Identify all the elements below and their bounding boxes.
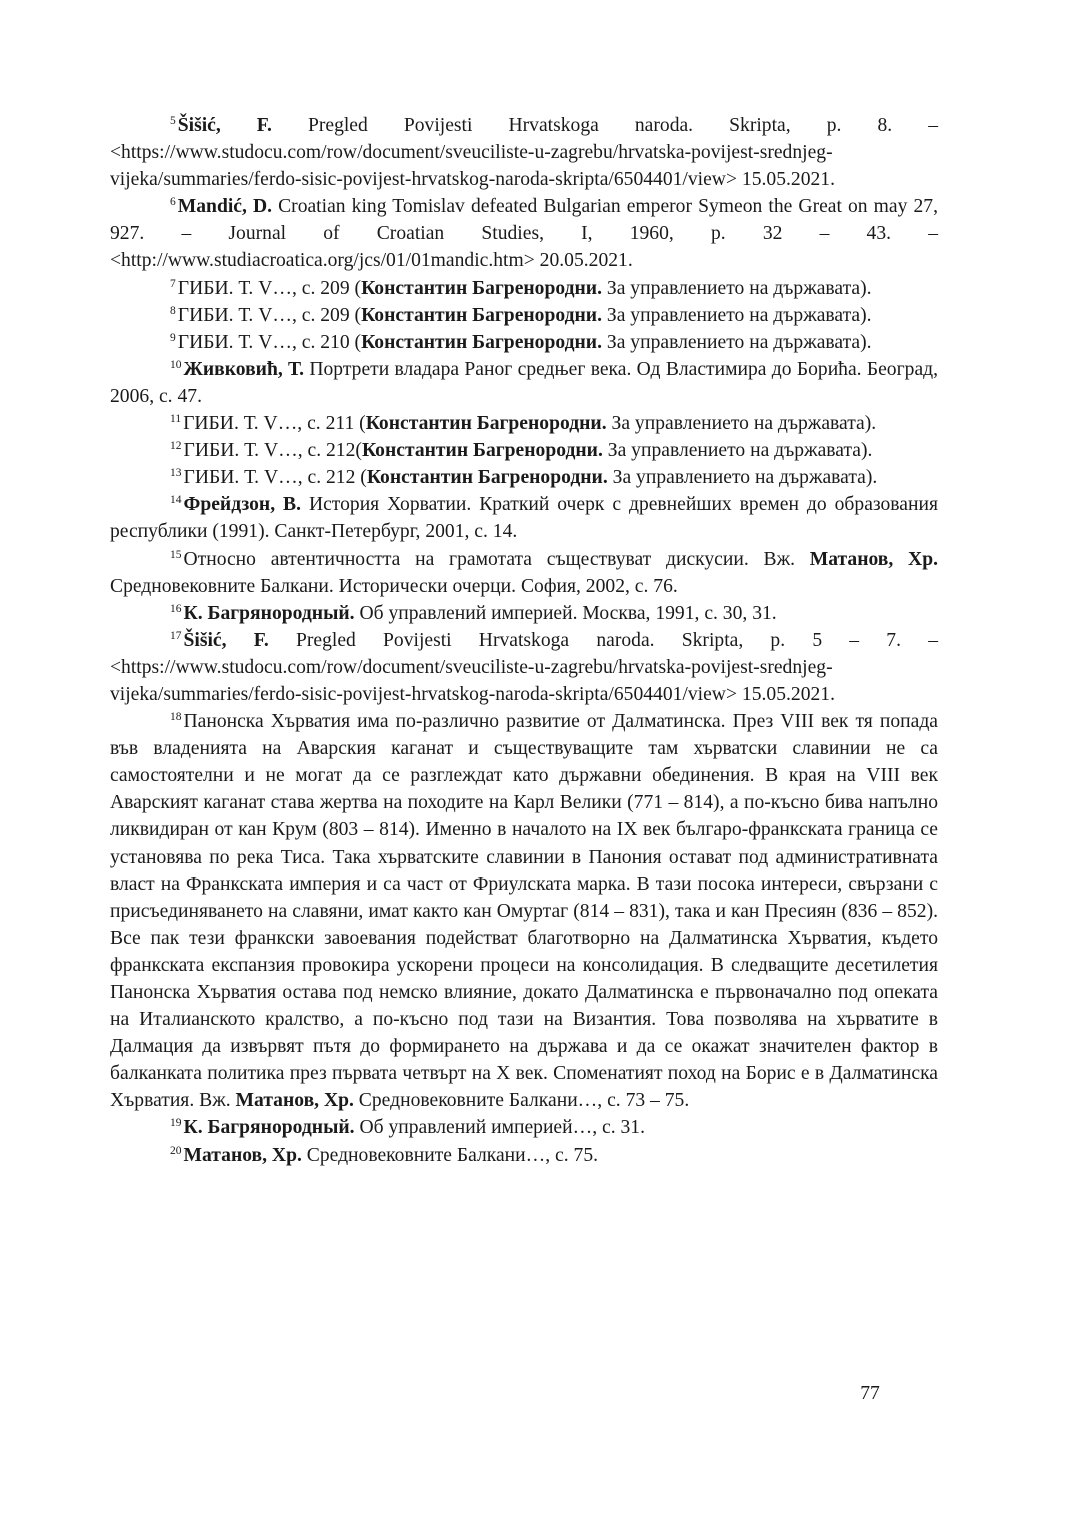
footnote-text: Pregled Povijesti Hrvatskoga naroda. Skripta, p. 8. – <https://www.studocu.com/row/document/sveuciliste-u-zagrebu/hrvatska-povijest-srednjeg-vijeka/summaries/ferdo-sisic-povijest-hrvatskog-naroda-skripta/6504401/view> 15.05.2021. — [110, 115, 938, 191]
footnote-author: Матанов, Хр. — [235, 1090, 354, 1112]
footnote-text: ГИБИ. Т. V…, с. 211 ( — [183, 413, 366, 435]
footnote-text: Croatian king Tomislav defeated Bulgarian emperor Symeon the Great on may 27, 927. – Journal of Croatian Studies, I, 1960, p. 32 – 43. – <http://www.studiacroatica.org/jcs/01/01mandic.htm> 20.05.2021. — [110, 196, 938, 272]
footnote-author: Šišić, F. — [183, 629, 269, 651]
footnote-author: К. Багрянородный. — [183, 602, 355, 624]
footnote — [110, 1142, 938, 1169]
footnote-author: Mandić, D. — [177, 196, 273, 218]
footnote-author: Фрейдзон, В. — [183, 494, 302, 516]
footnote — [110, 356, 938, 410]
footnote-text: ГИБИ. Т. V…, с. 212 ( — [183, 467, 367, 489]
footnote — [110, 275, 938, 302]
footnote-author: Матанов, Хр. — [183, 1144, 302, 1166]
footnote-text: За управлението на държавата). — [602, 304, 872, 326]
footnote-text: ГИБИ. Т. V…, с. 209 ( — [177, 277, 362, 299]
footnotes-section — [110, 112, 938, 1169]
footnote-text: ГИБИ. Т. V…, с. 212( — [183, 440, 362, 462]
footnote — [110, 112, 938, 193]
footnote — [110, 708, 938, 1114]
footnote-author: Константин Багренородни. — [361, 331, 602, 353]
footnote-text: Об управлений империей. Москва, 1991, с. 30, 31. — [354, 602, 777, 624]
footnote-text: Портрети владара Раног средњег века. Од Властимира до Борића. Београд, 2006, с. 47. — [110, 358, 939, 407]
footnote-text: За управлението на държавата). — [602, 331, 872, 353]
footnote-number: 16 — [170, 602, 182, 615]
footnote-text: Pregled Povijesti Hrvatskoga naroda. Skripta, p. 5 – 7. – <https://www.studocu.com/row/document/sveuciliste-u-zagrebu/hrvatska-povijest-srednjeg-vijeka/summaries/ferdo-sisic-povijest-hrvatskog-naroda-skripta/6504401/view> 15.05.2021. — [110, 629, 938, 705]
footnote-author: К. Багрянородный. — [183, 1117, 355, 1139]
footnote-text: За управлението на държавата). — [602, 440, 873, 462]
footnote-text: Средновековните Балкани. Исторически очерци. София, 2002, с. 76. — [110, 575, 678, 597]
footnote-author: Константин Багренородни. — [361, 440, 603, 462]
footnote-author: Константин Багренородни. — [361, 304, 602, 326]
footnote-text: Средновековните Балкани…, с. 75. — [301, 1144, 599, 1166]
footnote-text: За управлението на държавата). — [602, 277, 872, 299]
footnote-author: Матанов, Хр. — [809, 548, 938, 570]
footnote-number: 5 — [170, 115, 176, 127]
footnote-number: 14 — [170, 494, 182, 507]
footnote-number: 20 — [170, 1144, 182, 1157]
footnote — [110, 627, 938, 708]
footnote — [110, 437, 938, 464]
footnote-number: 19 — [170, 1117, 182, 1130]
footnote — [110, 600, 938, 627]
footnote-number: 15 — [170, 548, 182, 561]
footnote-number: 9 — [170, 331, 176, 344]
footnote-text: Относно автентичността на грамотата съществуват дискусии. Вж. — [183, 548, 810, 570]
footnote-text: Панонска Хърватия има по-различно развитие от Далматинска. През VIII век тя попада във владенията на Аварския каганат и съществуващите там хърватски славинии не са самостоятелни и не могат да се разглеждат като държавни обединения. В края на VIII век Аварският каганат става жертва на походите на Карл Велики (771 – 814), а по-късно бива напълно ликвидиран от кан Крум (803 – 814). Именно в началото на IX век българо-франкската граница се установява по река Тиса. Така хърватските славинии в Панония остават под административната власт на Франкската империя и са част от Фриулската марка. В тази посока интереси, свързани с присъединяването на славяни, имат както кан Омуртаг (814 – 831), така и кан Пресиян (836 – 852). Все пак тези франкски завоевания подействат благотворно на Далматинска Хърватия, където франкската експанзия провокира ускорени процеси на консолидация. В следващите десетилетия Панонска Хърватия остава под немско влияние, докато Далматинска е първоначално под опеката на Италианското кралство, а по-късно под тази на Византия. Това позволява на хърватите в Далмация да извървят пътя до формирането на държава и да се окажат значителен фактор в балканката политика през първата четвърт на X век. Споменатият поход на Борис е в Далматинска Хърватия. Вж. — [110, 711, 938, 1112]
footnote-author: Константин Багренородни. — [366, 467, 608, 489]
footnote — [110, 546, 938, 600]
footnote-number: 6 — [170, 196, 176, 209]
footnote — [110, 193, 938, 274]
footnote-number: 11 — [170, 413, 182, 426]
footnote-text: ГИБИ. Т. V…, с. 210 ( — [177, 331, 362, 353]
footnote — [110, 1114, 938, 1141]
footnote — [110, 329, 938, 356]
page-number: 77 — [860, 1383, 880, 1404]
footnote-text: ГИБИ. Т. V…, с. 209 ( — [177, 304, 362, 326]
footnote-text: Средновековните Балкани…, с. 73 – 75. — [353, 1090, 690, 1112]
footnote-number: 13 — [170, 467, 182, 480]
footnote-number: 18 — [170, 711, 182, 724]
footnote-text: История Хорватии. Краткий очерк с древнейших времен до образования республики (1991). Санкт-Петербург, 2001, с. 14. — [110, 494, 938, 543]
footnote-number: 12 — [170, 440, 182, 453]
footnote-text: За управлението на държавата). — [607, 467, 878, 489]
footnote-number: 17 — [170, 629, 182, 642]
footnote-author: Šišić, F. — [177, 115, 272, 136]
footnote-author: Константин Багренородни. — [365, 413, 607, 435]
footnote — [110, 410, 938, 437]
footnote-number: 10 — [170, 358, 182, 371]
footnote-text: За управлението на държавата). — [606, 413, 877, 435]
footnote-author: Живковић, Т. — [183, 358, 305, 380]
footnote-text: Об управлений империей…, с. 31. — [354, 1117, 645, 1139]
footnote-number: 7 — [170, 277, 176, 290]
footnote-author: Константин Багренородни. — [361, 277, 602, 299]
footnote — [110, 302, 938, 329]
footnote — [110, 464, 938, 491]
footnote-number: 8 — [170, 304, 176, 317]
footnote — [110, 491, 938, 545]
